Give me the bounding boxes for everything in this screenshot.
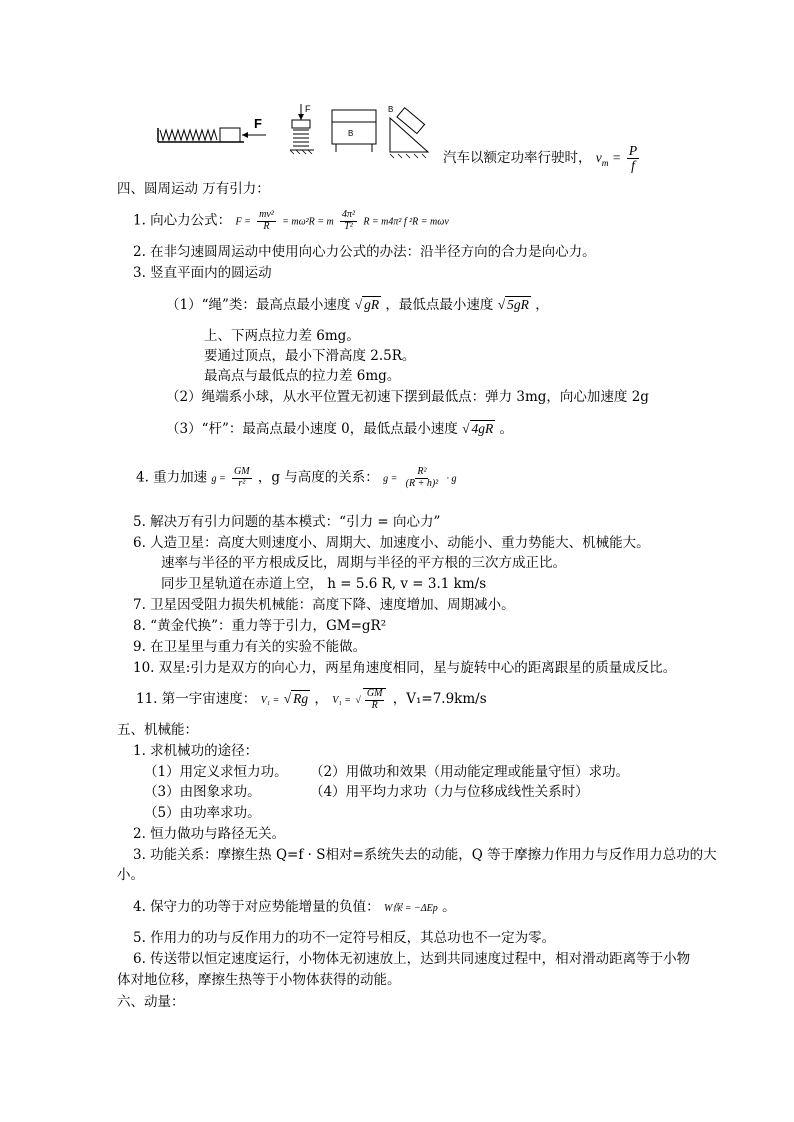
item-5-6-line-2: 体对地位移，摩擦生热等于小物体获得的动能。 [117, 972, 401, 988]
item-4-6: 6. 人造卫星：高度大则速度小、周期大、加速度小、动能小、重力势能大、机械能大。 [133, 535, 650, 551]
car-power-line: 汽车以额定功率行驶时， $v_m$ = $\frac{P}{f}$ [443, 143, 638, 174]
item-4-10: 10. 双星:引力是双方的向心力，两星角速度相同，星与旋转中心的距离跟星的质量成反比。 [133, 660, 677, 676]
rope-line-2: 上、下两点拉力差 6mg。 [204, 328, 360, 344]
item-5-3-line-2: 小。 [117, 867, 144, 883]
item-4-5: 5. 解决万有引力问题的基本模式：“引力 = 向心力” [133, 514, 441, 530]
method-4: （4）用平均力求功（力与位移成线性关系时） [310, 784, 589, 800]
rod-line: （3）“杆”：最高点最小速度 0，最低点最小速度 √ 4gR 。 [166, 421, 514, 437]
section-4-title: 四、圆周运动 万有引力： [117, 181, 270, 197]
item-4-1: 1. 向心力公式： F = $\frac{\text{mv²}}{R}$ = mω²R = m $\frac{\text{4π²}}{\text{T²}}$ R = m4π² f ²R = mωv [133, 209, 449, 232]
item-5-1: 1. 求机械功的途径： [133, 743, 259, 759]
section-6-title: 六、动量： [117, 994, 185, 1010]
box-diagram [332, 110, 376, 152]
item-4-4: 4. 重力加速 g = $\frac{GM}{\text{r²}}$ ，g 与高度的关系： g = $\frac{\text{R²}}{\text{(R + h)²}}$ · g [136, 466, 457, 489]
method-2: （2）用做功和效果（用动能定理或能量守恒）求功。 [310, 764, 630, 780]
section-5-title: 五、机械能： [117, 722, 198, 738]
item-4-2: 2. 在非匀速圆周运动中使用向心力公式的办法：沿半径方向的合力是向心力。 [133, 244, 596, 260]
ball-line: （2）绳端系小球，从水平位置无初速下摆到最低点：弹力 3mg，向心加速度 2g [166, 389, 649, 405]
item-4-3: 3. 竖直平面内的圆运动 [133, 265, 272, 281]
vertical-spring-diagram [290, 104, 314, 154]
item-5-4: 4. 保守力的功等于对应势能增量的负值： W保 = −ΔEp 。 [133, 899, 456, 915]
power-fraction: $\frac{P}{f}$ [628, 143, 638, 174]
rope-line: （1）“绳”类：最高点最小速度 √ gR ，最低点最小速度 √ 5gR ， [166, 297, 549, 313]
item-4-11: 11. 第一宇宙速度： V₁ = √ Rg ， V₁ = √ $\frac{GM}{R}$ ，V₁=7.9km/s [136, 688, 487, 711]
force-label-2: F [305, 104, 311, 114]
item-4-7: 7. 卫星因受阻力损失机械能：高度下降、速度增加、周期减小。 [133, 597, 515, 613]
item-5-5: 5. 作用力的功与反作用力的功不一定符号相反，其总功也不一定为零。 [133, 930, 556, 946]
item-4-6-line-3: 同步卫星轨道在赤道上空， h = 5.6 R, v = 3.1 km/s [161, 576, 487, 592]
box-label-b: B [348, 129, 354, 138]
item-5-6: 6. 传送带以恒定速度运行，小物体无初速放上，达到共同速度过程中，相对滑动距离等于小物 [133, 951, 691, 967]
method-1: （1）用定义求恒力功。 [144, 764, 288, 780]
item-5-2: 2. 恒力做功与路径无关。 [133, 826, 286, 842]
incline-label: B [388, 105, 394, 114]
spring-block-diagram [158, 116, 266, 142]
method-5: （5）由功率求功。 [144, 805, 261, 821]
incline-diagram [388, 105, 428, 158]
item-4-8: 8. “黄金代换”：重力等于引力，GM=gR² [133, 618, 387, 634]
item-5-3: 3. 功能关系：摩擦生热 Q=f · S相对=系统失去的动能，Q 等于摩擦力作用力与反作用力总功的大 [133, 847, 717, 863]
physics-diagrams [150, 100, 450, 170]
rope-line-4: 最高点与最低点的拉力差 6mg。 [204, 368, 401, 384]
method-3: （3）由图象求功。 [144, 784, 261, 800]
force-label: F [254, 116, 262, 131]
item-4-9: 9. 在卫星里与重力有关的实验不能做。 [133, 639, 367, 655]
car-text: 汽车以额定功率行驶时， [443, 150, 592, 167]
item-4-6-line-2: 速率与半径的平方根成反比，周期与半径的平方根的三次方成正比。 [161, 555, 566, 571]
rope-line-3: 要通过顶点，最小下滑高度 2.5R。 [204, 348, 416, 364]
